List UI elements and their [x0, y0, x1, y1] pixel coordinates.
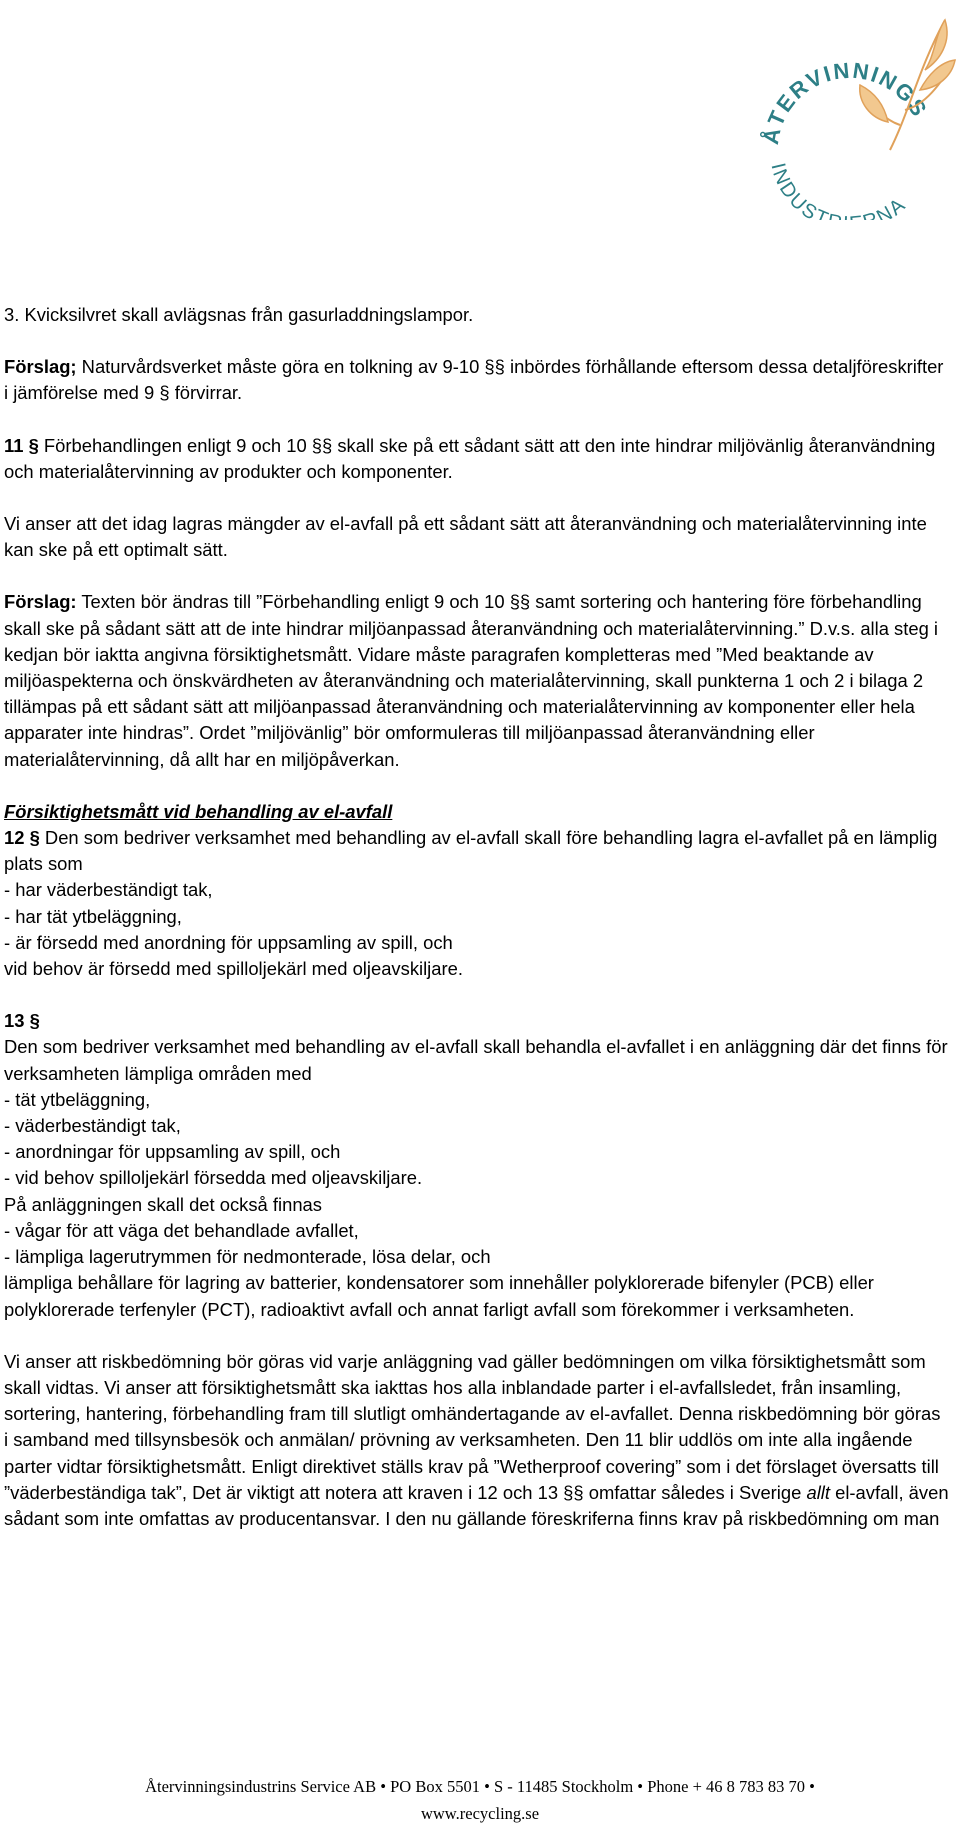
proposal-text: Texten bör ändras till ”Förbehandling enligt 9 och 10 §§ samt sortering och hantering före förbehandling skall ske på sådant sätt att de inte hindrar miljöanpassad återanvändning och materialåtervinning.” D.v.s. alla steg i kedjan bör iaktta angivna försiktighetsmått. Vidare måste paragrafen kompletteras med ”Med beaktande av miljöaspekterna och önskvärdheten av återanvändning och materialåtervinning, skall punkterna 1 och 2 i bilaga 2 tillämpas på ett sådant sätt att miljöanpassad återanvändning och materialåtervinning av komponenter eller hela apparater inte hindras”. Ordet ”miljövänlig” bör omformuleras till miljöanpassad återanvändning eller materialåtervinning, då allt har en miljöpåverkan. [4, 591, 939, 770]
paragraph-item-3: 3. Kvicksilvret skall avlägsnas från gasurladdningslampor. [4, 304, 474, 325]
comment-text: el-avfall, även sådant som inte omfattas av producentansvar. I den nu gällande föreskriferna finns krav på riskbedömning om man [4, 1481, 949, 1529]
logo-text-top: ÅTERVINNINGS [757, 57, 933, 147]
footer-website: www.recycling.se [420, 1804, 540, 1823]
proposal-label: Förslag; [4, 356, 77, 378]
list-item: - vid behov spilloljekärl försedda med oljeavskiljare. [4, 1167, 423, 1189]
logo-graphic [740, 0, 960, 220]
section-sign: § [24, 827, 45, 849]
list-item: - har tät ytbeläggning, [4, 905, 182, 927]
svg-text:ÅTERVINNINGS [757, 58, 933, 147]
section-sign: § [24, 1010, 40, 1032]
section-heading: Försiktighetsmått vid behandling av el-avfall [4, 800, 393, 822]
list-item: - vågar för att väga det behandlade avfallet, [4, 1219, 359, 1241]
section-text: Den som bedriver verksamhet med behandling av el-avfall skall före behandling lagra el-avfallet på en lämplig plats som [4, 827, 938, 875]
emphasis-text: allt [806, 1481, 830, 1503]
svg-text:INDUSTRIERNA [766, 161, 910, 220]
paragraph-section-13-heading [4, 1008, 949, 1034]
list-item: På anläggningen skall det också finnas [4, 1193, 322, 1215]
section-sign: § [23, 434, 44, 456]
paragraph-comment-2 [4, 1349, 949, 1532]
footer [0, 1773, 960, 1827]
document-body [4, 302, 949, 1532]
section-text: Förbehandlingen enligt 9 och 10 §§ skall ske på ett sådant sätt att den inte hindrar miljövänlig återanvändning och materialåtervinning av produkter och komponenter. [4, 434, 936, 482]
paragraph-comment-1: Vi anser att det idag lagras mängder av el-avfall på ett sådant sätt att återanvändning och materialåtervinning inte kan ske på ett optimalt sätt. [4, 513, 927, 561]
paragraph-section-12 [4, 825, 949, 877]
footer-address: Återvinningsindustrins Service AB • PO Box 5501 • S - 11485 Stockholm • Phone + 46 8 783 83 70 • [145, 1777, 815, 1796]
section-number: 13 [4, 1010, 25, 1032]
section-number: 11 [4, 434, 24, 456]
section-text: Den som bedriver verksamhet med behandling av el-avfall skall behandla el-avfallet i en anläggning där det finns för verksamheten lämpliga områden med [4, 1036, 948, 1084]
proposal-label: Förslag: [4, 591, 77, 613]
list-item: - tät ytbeläggning, [4, 1088, 151, 1110]
list-item: lämpliga behållare för lagring av batterier, kondensatorer som innehåller polyklorerade bifenyler (PCB) eller polyklorerade terfenyler (PCT), radioaktivt avfall och annat farligt avfall som förekommer i verksamheten. [4, 1272, 874, 1320]
paragraph-proposal-2 [4, 589, 949, 772]
logo [740, 0, 960, 220]
section-number: 12 [4, 827, 25, 849]
list-item: vid behov är försedd med spilloljekärl med oljeavskiljare. [4, 958, 463, 980]
paragraph-section-11 [4, 433, 949, 485]
list-item: - lämpliga lagerutrymmen för nedmonterade, lösa delar, och [4, 1246, 491, 1268]
comment-text: Vi anser att riskbedömning bör göras vid varje anläggning vad gäller bedömningen om vilka försiktighetsmått som skall vidtas. Vi anser att försiktighetsmått ska iakttas hos alla inblandade parter i el-avfallsledet, från insamling, sortering, hantering, förbehandling fram till slutligt omhändertagande av el-avfallet. Denna riskbedömning bör göras i samband med tillsynsbesök och anmälan/ prövning av verksamheten. Den 11 blir uddlös om inte alla ingående parter vidtar försiktighetsmått. Enligt direktivet ställs krav på ”Wetherproof covering” som i det förslaget översatts till ”väderbeständiga tak”, Det är viktigt att notera att kraven i 12 och 13 §§ omfattar således i Sverige [4, 1350, 941, 1503]
paragraph-proposal-1 [4, 354, 949, 406]
list-item: - väderbeständigt tak, [4, 1115, 181, 1137]
list-item: - anordningar för uppsamling av spill, och [4, 1141, 341, 1163]
list-item: - har väderbeständigt tak, [4, 879, 213, 901]
proposal-text: Naturvårdsverket måste göra en tolkning av 9-10 §§ inbördes förhållande eftersom dessa detaljföreskrifter i jämförelse med 9 § förvirrar. [4, 356, 944, 404]
logo-text-bottom: INDUST NA [766, 160, 911, 220]
list-item: - är försedd med anordning för uppsamling av spill, och [4, 931, 453, 953]
